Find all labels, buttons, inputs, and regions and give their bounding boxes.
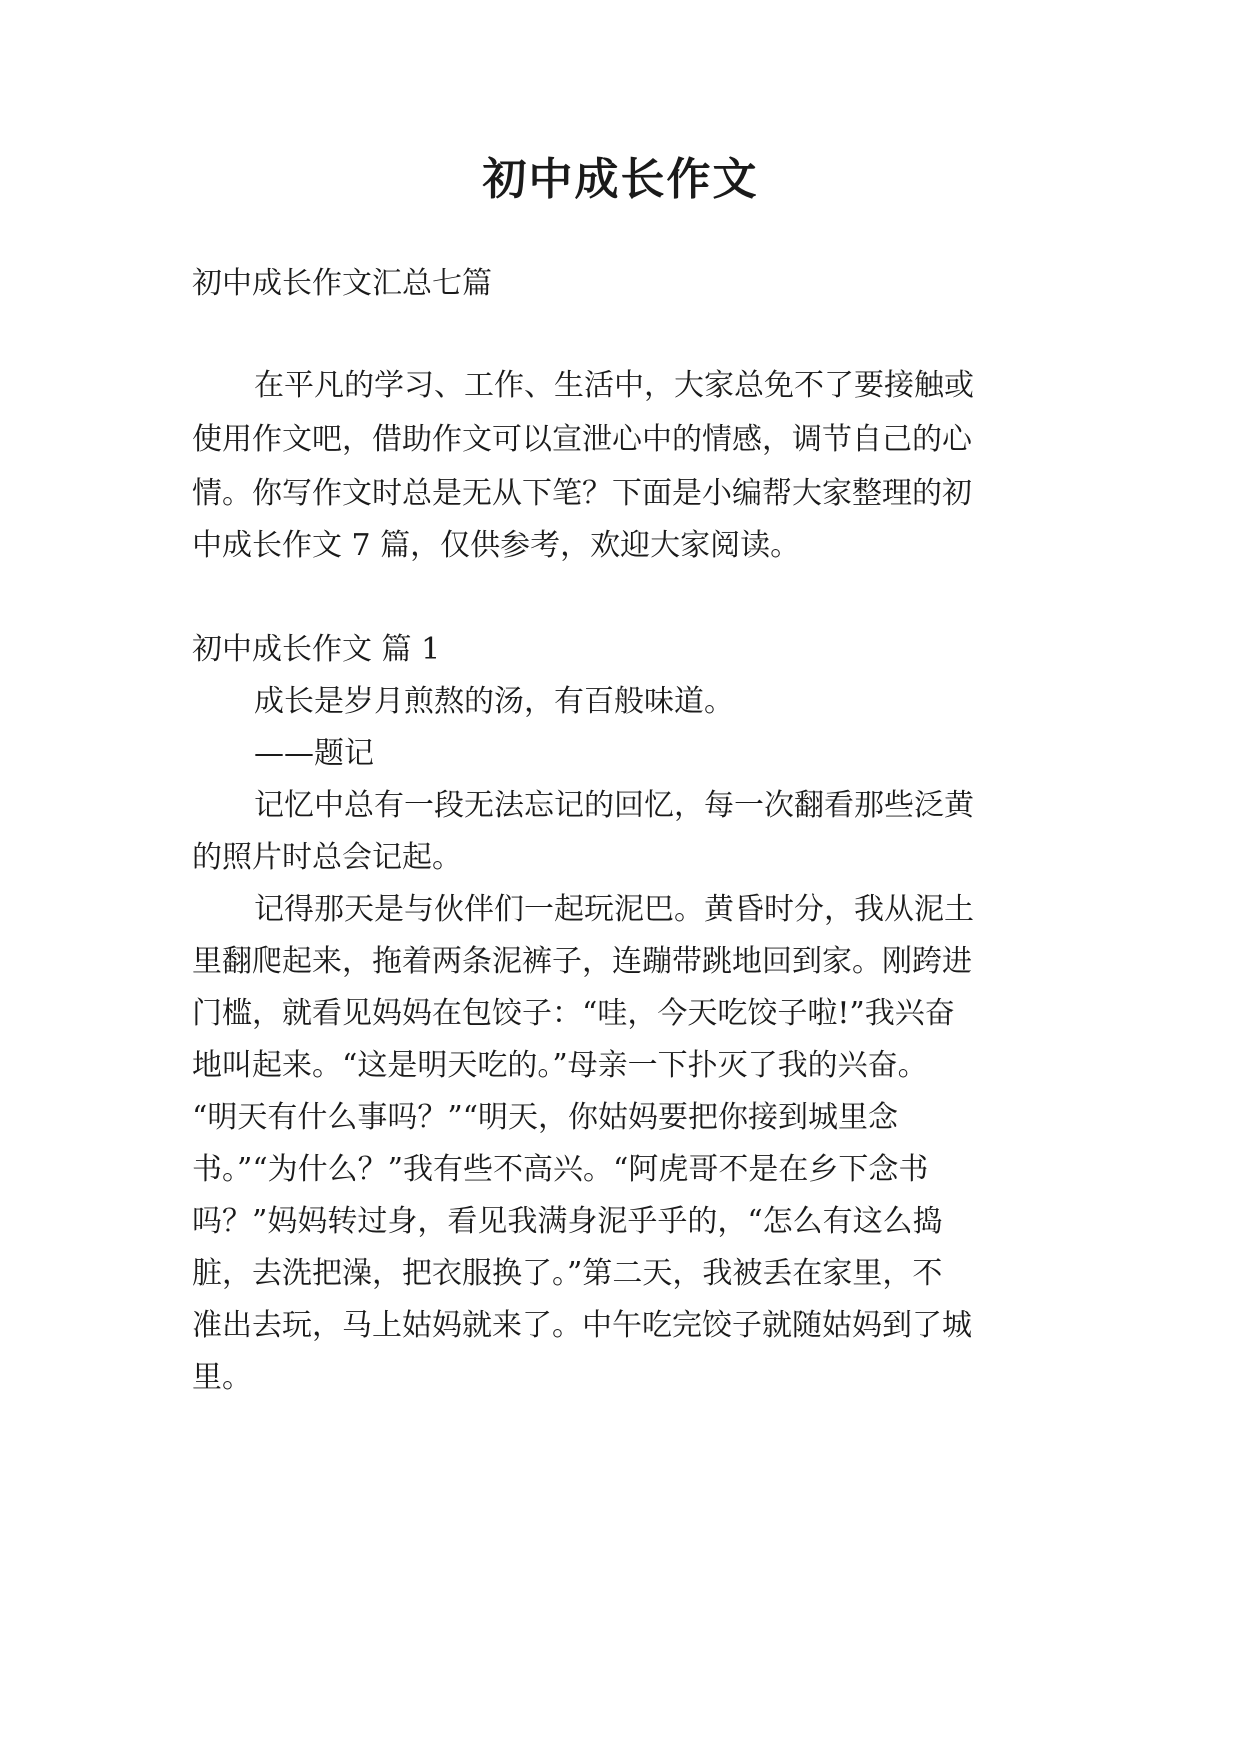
document-title: 初中成长作文	[482, 154, 759, 205]
paragraph-2-line-5: “明天有什么事吗？”“明天，你姑妈要把你接到城里念	[192, 1100, 899, 1135]
paragraph-2-line-2: 里翻爬起来，拖着两条泥裤子，连蹦带跳地回到家。刚跨进	[192, 944, 972, 979]
epigraph-source: ——题记	[254, 736, 374, 771]
intro-line-3: 情。你写作文时总是无从下笔？下面是小编帮大家整理的初	[192, 476, 972, 511]
intro-line-4: 中成长作文 7 篇，仅供参考，欢迎大家阅读。	[192, 528, 801, 563]
intro-line-1: 在平凡的学习、工作、生活中，大家总免不了要接触或	[254, 368, 974, 403]
paragraph-1-line-1: 记忆中总有一段无法忘记的回忆，每一次翻看那些泛黄	[254, 788, 974, 823]
paragraph-2-line-6: 书。”“为什么？”我有些不高兴。“阿虎哥不是在乡下念书	[192, 1152, 929, 1187]
document-subtitle: 初中成长作文汇总七篇	[192, 266, 492, 301]
paragraph-2-line-7: 吗？”妈妈转过身，看见我满身泥乎乎的，“怎么有这么捣	[192, 1204, 943, 1239]
intro-line-2: 使用作文吧，借助作文可以宣泄心中的情感，调节自己的心	[192, 422, 972, 457]
epigraph: 成长是岁月煎熬的汤，有百般味道。	[254, 684, 734, 719]
paragraph-2-line-4: 地叫起来。“这是明天吃的。”母亲一下扑灭了我的兴奋。	[192, 1048, 928, 1083]
paragraph-2-line-1: 记得那天是与伙伴们一起玩泥巴。黄昏时分，我从泥土	[254, 892, 974, 927]
paragraph-2-line-8: 脏，去洗把澡，把衣服换了。”第二天，我被丢在家里，不	[192, 1256, 943, 1291]
paragraph-1-line-2: 的照片时总会记起。	[192, 840, 462, 875]
paragraph-2-line-3: 门槛，就看见妈妈在包饺子：“哇，今天吃饺子啦!”我兴奋	[192, 996, 955, 1031]
paragraph-2-line-9: 准出去玩，马上姑妈就来了。中午吃完饺子就随姑妈到了城	[192, 1308, 972, 1343]
section-heading: 初中成长作文 篇 1	[192, 632, 441, 667]
paragraph-2-line-10: 里。	[192, 1360, 252, 1395]
